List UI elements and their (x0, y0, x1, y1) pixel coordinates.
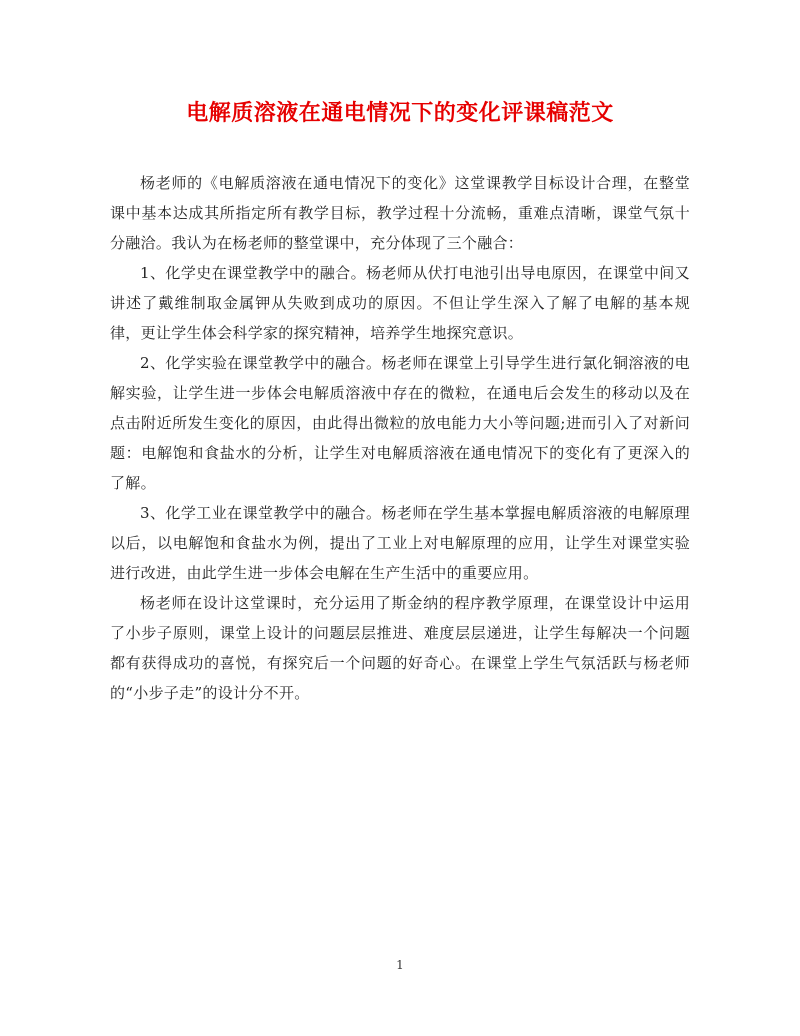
paragraph-point-3: 3、化学工业在课堂教学中的融合。杨老师在学生基本掌握电解质溶液的电解原理以后，以电解饱和食盐水为例，提出了工业上对电解原理的应用，让学生对课堂实验进行改进，由此学生进一步体会电解在生产生活中的重要应用。 (110, 504, 690, 582)
paragraph-point-2: 2、化学实验在课堂教学中的融合。杨老师在课堂上引导学生进行氯化铜溶液的电解实验，让学生进一步体会电解质溶液中存在的微粒，在通电后会发生的移动以及在点击附近所发生变化的原因，由此得出微粒的放电能力大小等问题;进而引入了对新问题：电解饱和食盐水的分析，让学生对电解质溶液在通电情况下的变化有了更深入的了解。 (110, 354, 690, 492)
document-title: 电解质溶液在通电情况下的变化评课稿范文 (186, 100, 614, 126)
paragraph-intro: 杨老师的《电解质溶液在通电情况下的变化》这堂课教学目标设计合理，在整堂课中基本达成其所指定所有教学目标，教学过程十分流畅，重难点清晰，课堂气氛十分融洽。我认为在杨老师的整堂课中，充分体现了三个融合： (110, 174, 690, 252)
paragraph-conclusion: 杨老师在设计这堂课时，充分运用了斯金纳的程序教学原理，在课堂设计中运用了小步子原则，课堂上设计的问题层层推进、难度层层递进，让学生每解决一个问题都有获得成功的喜悦，有探究后一个问题的好奇心。在课堂上学生气氛活跃与杨老师的“小步子走”的设计分不开。 (110, 594, 690, 702)
paragraph-point-1: 1、化学史在课堂教学中的融合。杨老师从伏打电池引出导电原因，在课堂中间又讲述了戴维制取金属钾从失败到成功的原因。不但让学生深入了解了电解的基本规律，更让学生体会科学家的探究精神，培养学生地探究意识。 (110, 264, 690, 342)
page-number: 1 (396, 958, 404, 972)
document-body (110, 168, 690, 708)
